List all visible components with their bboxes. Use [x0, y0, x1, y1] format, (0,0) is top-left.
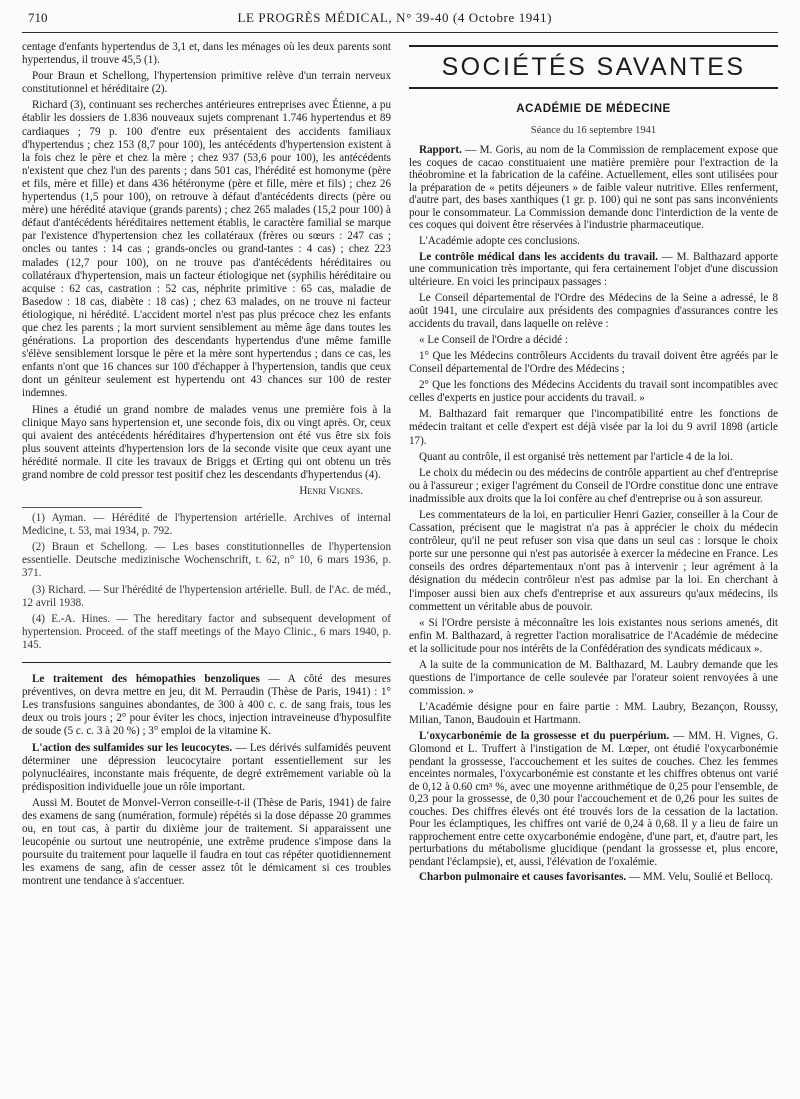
right-column [409, 41, 778, 892]
running-header [22, 10, 778, 33]
footnote-rule [22, 507, 142, 508]
paragraph: 2° Que les fonctions des Médecins Accidents du travail sont incompatibles avec celles d'experts en justice pour accidents du travail. » [409, 379, 778, 405]
paragraph: L'Académie désigne pour en faire partie : MM. Laubry, Bezançon, Roussy, Milian, Tanon, Baudouin et Hartmann. [409, 701, 778, 727]
charbon-title: Charbon pulmonaire et causes favorisantes. [419, 871, 627, 884]
oxy-text: — MM. H. Vignes, G. Glomond et L. Truffert à l'instigation de M. Lœper, ont étudié l'oxycarbonémie pendant la grossesse, l'accouchement et les suites de couches. Chez les femmes enceintes normales, l'oxycarbonémie est constante et les chiffres obtenus ont varié de 0,12 à 0.60 cm³ %, avec une moyenne arithmétique de 0,25 pour l'ensemble, de 0,23 pour la grossesse, de 0,30 pour l'accouchement et de 0,26 pour les suites de couches. Des chiffres élevés ont été trouvés lors de la cessation de la lactation. Pour les éclamptiques, les chiffres ont varié de 0,24 à 0,68. Il y a lieu de faire un rapprochement entre cette oxycarbonémie endogène, d'une part, et, d'autre part, les perturbations du métabolisme glucidique (pendant la grossesse et, plus encore, pendant l'éclampsie), et, aussi, l'élévation de l'oxalémie. [409, 730, 778, 868]
section-divider [22, 662, 391, 663]
section-banner [409, 45, 778, 89]
author-signature: Henri Vignes. [299, 485, 363, 498]
paragraph: Les commentateurs de la loi, en particulier Henri Gazier, conseiller à la Cour de Cassation, précisent que le magistrat n'a pas à apprécier le choix du médecin contrôleur, qu'il ne peut refuser son visa que dans un seul cas : lorsque le choix porte sur une personne qui n'est pas autorisée à exercer la médecine en France. Les conseils des ordres départementaux n'ont pas à intervenir ; leur agrément à la désignation du médecin contrôleur n'est pas admise par la loi. En cherchant à l'imposer aussi bien aux chefs d'entreprise et aux assureurs qu'aux médecins, ils commettent un véritable abus de pouvoir. [409, 508, 778, 613]
two-column-body [22, 41, 778, 892]
paragraph: Hines a étudié un grand nombre de malades venus une première fois à la clinique Mayo sans hypertension et, une seconde fois, dix ou vingt après. Or, ceux qui avaient des antécédents héréditaires d'hypertension ont été vus être six fois plus souvent atteints d'hypertension lors de la seconde visite que ceux ayant une hérédité normale. Il cite les travaux de Briggs et Œrting qui ont obtenu un très grand nombre de cold pressor test positif chez les descendants d'hypertendus (4). [22, 403, 391, 481]
rapport-lead: Rapport. [419, 144, 462, 156]
footnote: (3) Richard. — Sur l'hérédité de l'hypertension artérielle. Bull. de l'Ac. de méd., 12 avril 1938. [22, 583, 391, 609]
paragraph: Le choix du médecin ou des médecins de contrôle appartient au chef d'entreprise ou à l'assureur ; exiger l'agrément du Conseil de l'Ordre constitue donc une entrave inadmissible aux droits que la loi confère au chef d'entreprise ou à son assureur. [409, 466, 778, 505]
footnote: (2) Braun et Schellong. — Les bases constitutionnelles de l'hypertension essentielle. Deutsche medizinische Wochenschrift, t. 62, n° 10, 6 mars 1936, p. 371. [22, 541, 391, 580]
review-item [22, 673, 391, 738]
review-title: Le traitement des hémopathies benzoliques [32, 673, 260, 686]
paragraph: Pour Braun et Schellong, l'hypertension primitive relève d'un terrain nerveux constitutionnel et héréditaire (2). [22, 70, 391, 96]
review-title: L'action des sulfamides sur les leucocytes. [32, 741, 233, 754]
section-banner-title: SOCIÉTÉS SAVANTES [441, 53, 746, 81]
footnote: (4) E.-A. Hines. — The hereditary factor and subsequent development of hypertension. Proceed. of the staff meetings of the Mayo Clinic., 6 mars 1940, p. 145. [22, 612, 391, 651]
paragraph: 1° Que les Médecins contrôleurs Accidents du travail doivent être agréés par le Conseil départemental de l'Ordre des Médecins ; [409, 349, 778, 376]
academy-heading: ACADÉMIE DE MÉDECINE [516, 103, 671, 115]
session-date: Séance du 16 septembre 1941 [530, 125, 657, 136]
charbon-text: — MM. Velu, Soulié et Bellocq. [626, 871, 773, 884]
review-text: — A côté des mesures préventives, on devra mettre en jeu, dit M. Perraudin (Thèse de Paris, 1941) : 1° Les transfusions sanguines abondantes, de 300 à 400 c. c. de sang frais, tous les deux ou trois jours ; 2° pour éviter les chocs, injection intraveineuse d'hyposulfite de soude (5 c. c. 3 à 20 %) ; 3° emploi de la vitamine K. [22, 673, 391, 738]
paragraph: A la suite de la communication de M. Balthazard, M. Laubry demande que les questions de l'importance de celle soulevée par l'orateur soient renvoyées à une commission. » [409, 659, 778, 698]
paragraph: Aussi M. Boutet de Monvel-Verron conseille-t-il (Thèse de Paris, 1941) de faire des examens de sang (numération, formule) répétés si la dose dépasse 20 grammes ou, en tout cas, à partir du dixième jour de traitement. Si apparaissent une leucopénie ou surtout une neutropénie, une extrême prudence s'impose dans la poursuite du traitement pour laquelle il faudra en tout cas répéter quotidiennement les examens de sang, afin de cesser assez tôt le démicament si ces troubles montrent une tendance à s'accentuer. [22, 796, 391, 888]
review-item [22, 742, 391, 794]
oxy-paragraph [409, 730, 778, 868]
oxy-title: L'oxycarbonémie de la grossesse et du puerpérium. [419, 730, 670, 743]
paragraph: Le Conseil départemental de l'Ordre des Médecins de la Seine a adressé, le 8 août 1941, une circulaire aux présidents des compagnies d'assurances contre les accidents du travail, dans laquelle on relève : [409, 291, 778, 330]
paragraph: M. Balthazard fait remarquer que l'incompatibilité entre les fonctions de médecin traitant et celle d'expert est déjà visée par la loi du 9 avril 1898 (article 17). [409, 408, 778, 447]
journal-title: LE PROGRÈS MÉDICAL, N° 39-40 (4 Octobre 1941) [237, 10, 553, 25]
charbon-paragraph [409, 871, 778, 884]
review-text: — Les dérivés sulfamidés peuvent déterminer une dépression leucocytaire portant essentiellement sur les polynucléaires, inconstante mais fréquente, de degré extrêmement variable où la prédisposition individuelle joue un rôle important. [22, 741, 391, 793]
page-number: 710 [28, 10, 48, 25]
paragraph: Quant au contrôle, il est organisé très nettement par l'article 4 de la loi. [419, 450, 733, 463]
paragraph: « Le Conseil de l'Ordre a décidé : [419, 333, 568, 346]
paragraph: « Si l'Ordre persiste à méconnaître les lois existantes nous serions amenés, dit enfin M. Balthazard, à regretter l'action moralisatrice de l'Académie de médecine et la sollicitude pour nos intérêts de la Confédération des syndicats médicaux ». [409, 616, 778, 655]
rapport-paragraph [409, 144, 778, 232]
paragraph: centage d'enfants hypertendus de 3,1 et, dans les ménages où les deux parents sont hypertendus, il trouve 45,5 (1). [22, 41, 391, 67]
paragraph: L'Académie adopte ces conclusions. [419, 234, 580, 247]
footnote: (1) Ayman. — Hérédité de l'hypertension artérielle. Archives of internal Medicine, t. 53, mai 1934, p. 792. [22, 512, 391, 538]
rapport-text: — M. Goris, au nom de la Commission de remplacement expose que les coques de cacao constituaient une matière première pour l'extraction de la théobromine et la fabrication de la caféine. Actuellement, elles sont utilisées pour la préparation de « petits déjeuners » de faible valeur nutritive. Elles renferment, d'autre part, des bases xanthiques (1 gr. p. 100) qui ne sont pas sans inconvénients pour le consommateur. La Commission demande donc l'interdiction de la vente de ces coques qui doivent être réservées à l'industrie pharmaceutique. [409, 144, 778, 232]
controle-title: Le contrôle médical dans les accidents du travail. [419, 250, 659, 263]
paragraph: Richard (3), continuant ses recherches antérieures entreprises avec Étienne, a pu établir les dossiers de 1.836 nouveaux sujets comprenant 1.746 hypertendus et 89 cardiaques ; 79 p. 100 d'entre eux présentaient des accidents familiaux d'hypertendus ; chez 153 (8,7 pour 100), les antécédents d'hypertension existent à la fois chez le père et chez la mère ; chez 937 (53,6 pour 100), les antécédents n'existent que chez l'un des parents ; dans 501 cas, l'hérédité est homonyme (père et fils, mère et fille) et dans 436 hétéronyme (père et fille, mère et fils) ; chez 26 hypertendus (1,5 pour 100), on retrouve à défaut d'antécédents directs (père ou mère) une hérédité atavique (grands parents) ; chez 265 malades (15,2 pour 100) à défaut d'antécédents héréditaires nettement établis, le caractère familial se marque par l'existence d'hypertension chez les collatéraux (frères ou sœurs : 247 cas ; oncles ou tantes : 14 cas ; grands-oncles ou grand-tantes : 4 cas) ; chez 223 malades (12,7 pour 100), on ne trouve pas d'antécédents héréditaires ou collatéraux d'hypertension, mais un facteur étiologique net (syphilis héréditaire ou acquise : 62 cas, castration : 52 cas, néphrite primitive : 65 cas, maladie de Basedow : 18 cas, diabète : 18 cas) ; chez 63 malades, on ne trouve ni facteur étiologique, ni hérédité. L'accident mortel n'est pas plus précoce chez les enfants que chez les parents ; la mort survient sensiblement au même âge dans toutes les générations. La proportion des descendants hypertendus d'une même famille s'élève sensiblement lorsque le père et la mère sont hypertendus ; dans ce cas, les enfants n'ont que 16 chances sur 100 d'échapper à l'hypertension, tandis que ceux dont un géniteur seulement est hypertendu ont 43 chances sur 100 de rester indemnes. [22, 99, 391, 400]
controle-paragraph [409, 251, 778, 289]
left-column [22, 41, 391, 892]
controle-text: — M. Balthazard apporte une communication très importante, qui fera certainement l'objet d'une discussion ultérieure. En voici les principaux passages : [409, 250, 778, 289]
